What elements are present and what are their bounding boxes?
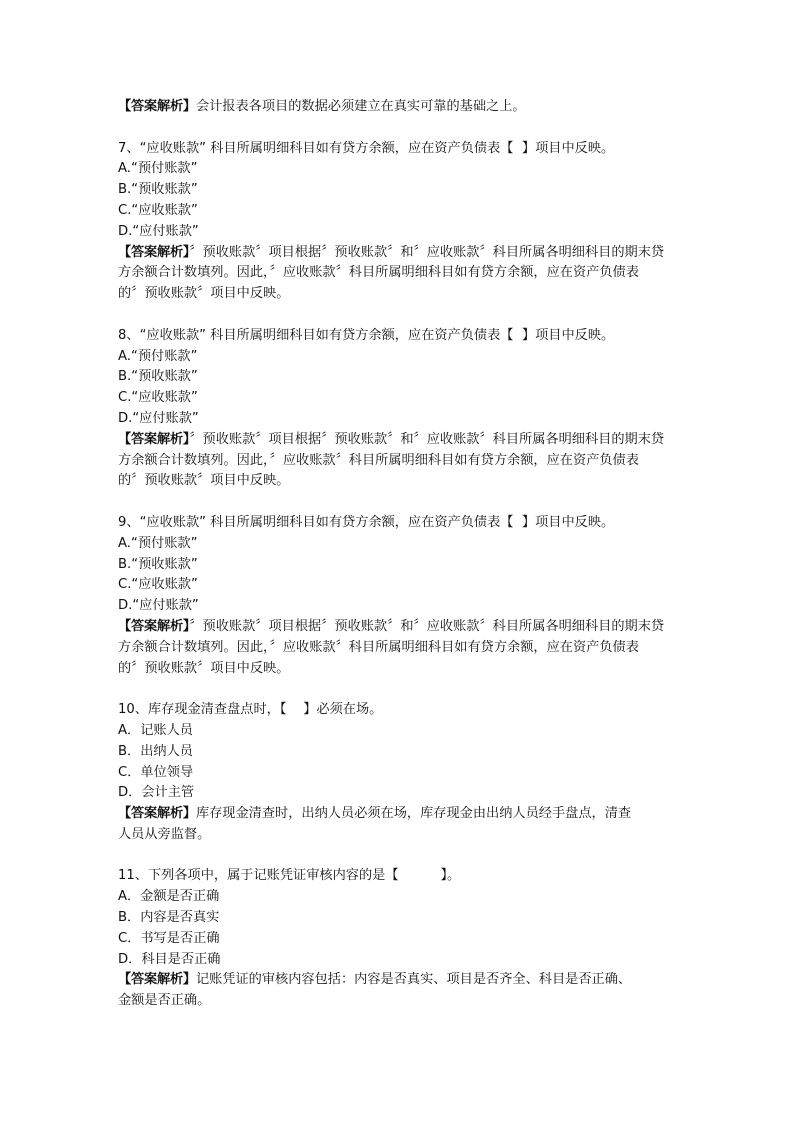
option-a: A.“预付账款” [118,161,198,177]
answer-text: 方余额合计数填列。因此，〞应收账款〞科目所属明细科目如有贷方余额，应在资产负债表 [118,265,639,281]
option-d: D．科目是否正确 [118,951,221,967]
option-b: B．内容是否真实 [118,910,220,926]
answer-tag: 【答案解析】 [118,972,196,988]
question-block [118,139,678,305]
answer-analysis [118,243,678,264]
question-block [118,866,678,1012]
option-a: A．金额是否正确 [118,889,220,905]
answer-text: 的〞预收账款〞项目中反映。 [118,660,290,676]
answer-text: 金额是否正确。 [118,993,211,1009]
answer-tag: 【答案解析】 [118,618,190,634]
option-b: B.“预收账款” [118,182,198,198]
answer-text: 库存现金清查时，出纳人员必须在场，库存现金由出纳人员经手盘点，清查 [195,806,632,822]
option-a: A．记账人员 [118,722,193,738]
option-b: B．出纳人员 [118,743,193,759]
answer-text: 〞预收账款〞项目根据〞预收账款〞和〞应收账款〞科目所属各明细科目的期末贷 [189,244,665,260]
answer-text: 方余额合计数填列。因此，〞应收账款〞科目所属明细科目如有贷方余额，应在资产负债表 [118,639,639,655]
option-c: C.“应收账款” [118,202,198,218]
answer-text: 记账凭证的审核内容包括：内容是否真实、项目是否齐全、科目是否正确、 [195,972,632,988]
answer-tag: 【答案解析】 [118,431,190,447]
question-stem: 7、“应收账款” 科目所属明细科目如有贷方余额，应在资产负债表【 】项目中反映。 [118,140,615,156]
question-stem: 8、“应收账款” 科目所属明细科目如有贷方余额，应在资产负债表【 】项目中反映。 [118,327,615,343]
answer-tag: 【答案解析】 [118,99,196,114]
answer-analysis [118,617,678,638]
document-page [118,97,678,1012]
question-block [118,513,678,679]
question-stem: 10、库存现金清查盘点时，【 】必须在场。 [118,702,383,718]
option-b: B.“预收账款” [118,556,198,572]
answer-text: 〞预收账款〞项目根据〞预收账款〞和〞应收账款〞科目所属各明细科目的期末贷 [189,618,665,634]
answer-analysis [118,970,678,991]
option-c: C．书写是否正确 [118,930,220,946]
answer-tag: 【答案解析】 [118,806,196,822]
question-block [118,326,678,492]
option-c: C．单位领导 [118,764,194,780]
option-d: D．会计主管 [118,785,195,801]
question-stem: 11、下列各项中，属于记账凭证审核内容的是【 】。 [118,868,461,884]
answer-text: 会计报表各项目的数据必须建立在真实可靠的基础之上。 [195,99,526,114]
option-a: A.“预付账款” [118,348,198,364]
option-d: D.“应付账款” [118,598,199,614]
question-block [118,700,678,846]
answer-text: 方余额合计数填列。因此，〞应收账款〞科目所属明细科目如有贷方余额，应在资产负债表 [118,452,639,468]
option-a: A.“预付账款” [118,535,198,551]
answer-text: 的〞预收账款〞项目中反映。 [118,473,290,489]
answer-tag: 【答案解析】 [118,244,190,260]
answer-text: 人员从旁监督。 [118,826,211,842]
answer-analysis [118,804,678,825]
option-d: D.“应付账款” [118,410,199,426]
option-c: C.“应收账款” [118,577,198,593]
answer-text: 的〞预收账款〞项目中反映。 [118,286,290,302]
option-b: B.“预收账款” [118,369,198,385]
option-c: C.“应收账款” [118,390,198,406]
answer-text: 〞预收账款〞项目根据〞预收账款〞和〞应收账款〞科目所属各明细科目的期末贷 [189,431,665,447]
question-stem: 9、“应收账款” 科目所属明细科目如有贷方余额，应在资产负债表【 】项目中反映。 [118,514,615,530]
option-d: D.“应付账款” [118,223,199,239]
answer-analysis [118,97,678,118]
answer-analysis [118,430,678,451]
